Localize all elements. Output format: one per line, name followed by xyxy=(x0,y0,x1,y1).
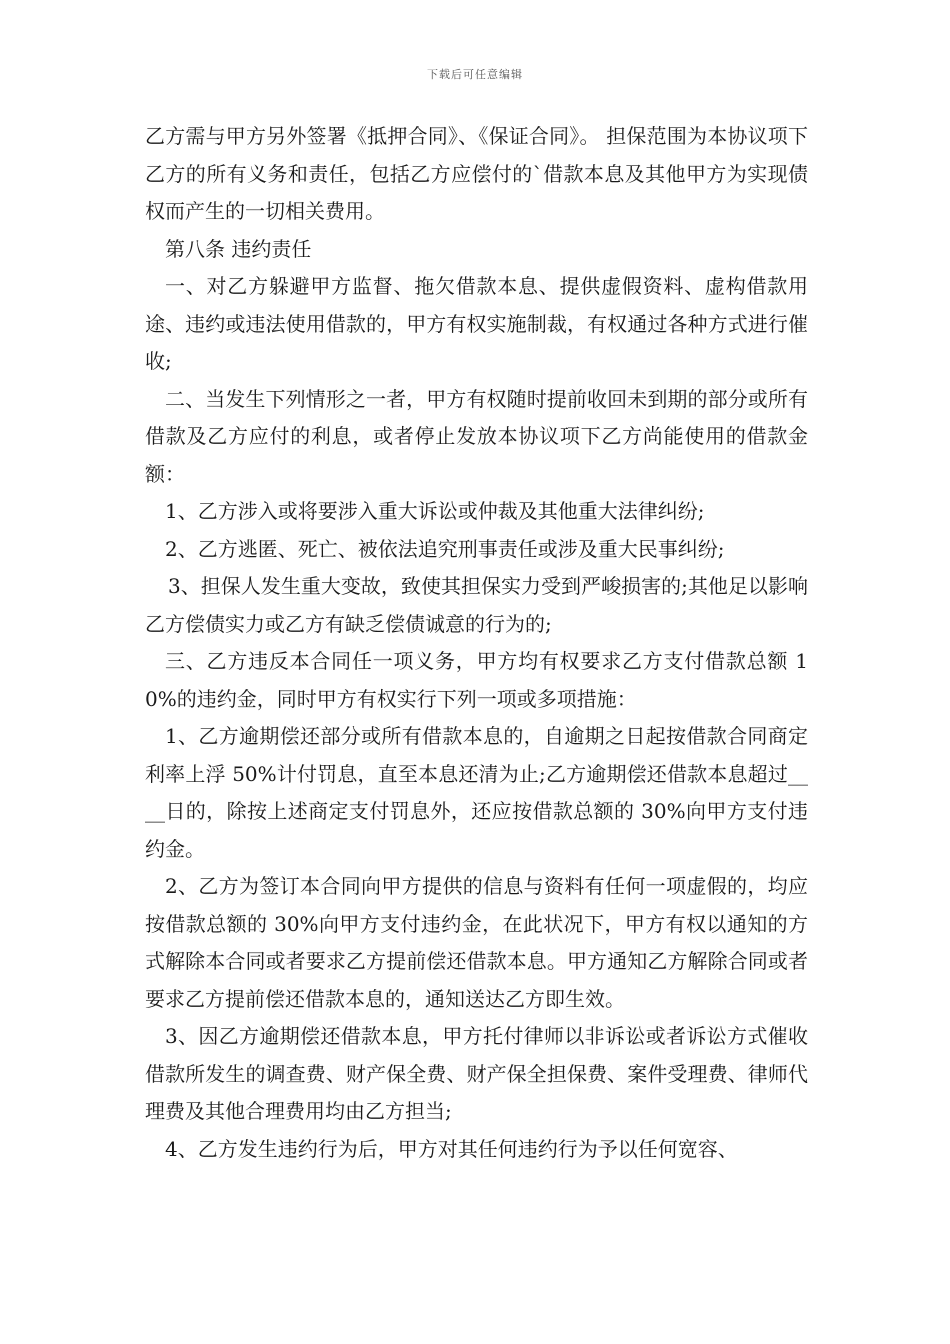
paragraph-clause-3-item-2: 2、乙方为签订本合同向甲方提供的信息与资料有任何一项虚假的，均应按借款总额的 30%向甲方支付违约金，在此状况下，甲方有权以通知的方式解除本合同或者要求乙方提前偿还借款本息。甲方通知乙方解除合同或者要求乙方提前偿还借款本息的，通知送达乙方即生效。 xyxy=(145,874,808,1011)
paragraph-clause-2-item-1: 1、乙方涉入或将要涉入重大诉讼或仲裁及其他重大法律纠纷; xyxy=(165,499,705,523)
paragraph-clause-2-item-2: 2、乙方逃匿、死亡、被依法追究刑事责任或涉及重大民事纠纷; xyxy=(165,536,725,561)
paragraph-clause-3-item-1: 1、乙方逾期偿还部分或所有借款本息的，自逾期之日起按借款合同商定利率上浮 50%计付罚息，直至本息还清为止;乙方逾期偿还借款本息超过____日的，除按上述商定支付罚息外，还应按借款总额的 30%向甲方支付违约金。 xyxy=(145,724,808,861)
paragraph-clause-3-item-4: 4、乙方发生违约行为后，甲方对其任何违约行为予以任何宽容、 xyxy=(165,1136,738,1161)
paragraph-guarantee-scope: 乙方需与甲方另外签署《抵押合同》、《保证合同》。 担保范围为本协议项下乙方的所有义务和责任，包括乙方应偿付的`借款本息及其他甲方为实现债权而产生的一切相关费用。 xyxy=(145,124,808,223)
paragraph-clause-3: 三、乙方违反本合同任一项义务，甲方均有权要求乙方支付借款总额 10%的违约金，同时甲方有权实行下列一项或多项措施： xyxy=(145,649,808,711)
document-body xyxy=(145,118,808,1168)
paragraph-clause-2-item-3: 3、担保人发生重大变故，致使其担保实力受到严峻损害的;其他足以影响乙方偿债实力或乙方有缺乏偿债诚意的行为的; xyxy=(145,574,808,636)
paragraph-clause-3-item-3: 3、因乙方逾期偿还借款本息，甲方托付律师以非诉讼或者诉讼方式催收借款所发生的调查费、财产保全费、财产保全担保费、案件受理费、律师代理费及其他合理费用均由乙方担当; xyxy=(145,1024,808,1123)
paragraph-clause-1: 一、对乙方躲避甲方监督、拖欠借款本息、提供虚假资料、虚构借款用途、违约或违法使用借款的，甲方有权实施制裁，有权通过各种方式进行催收; xyxy=(145,274,808,373)
section-title-article-8: 第八条 违约责任 xyxy=(165,236,312,261)
page-header-note: 下载后可任意编辑 xyxy=(427,68,523,81)
paragraph-clause-2: 二、当发生下列情形之一者，甲方有权随时提前收回未到期的部分或所有借款及乙方应付的利息，或者停止发放本协议项下乙方尚能使用的借款金额： xyxy=(145,386,808,486)
